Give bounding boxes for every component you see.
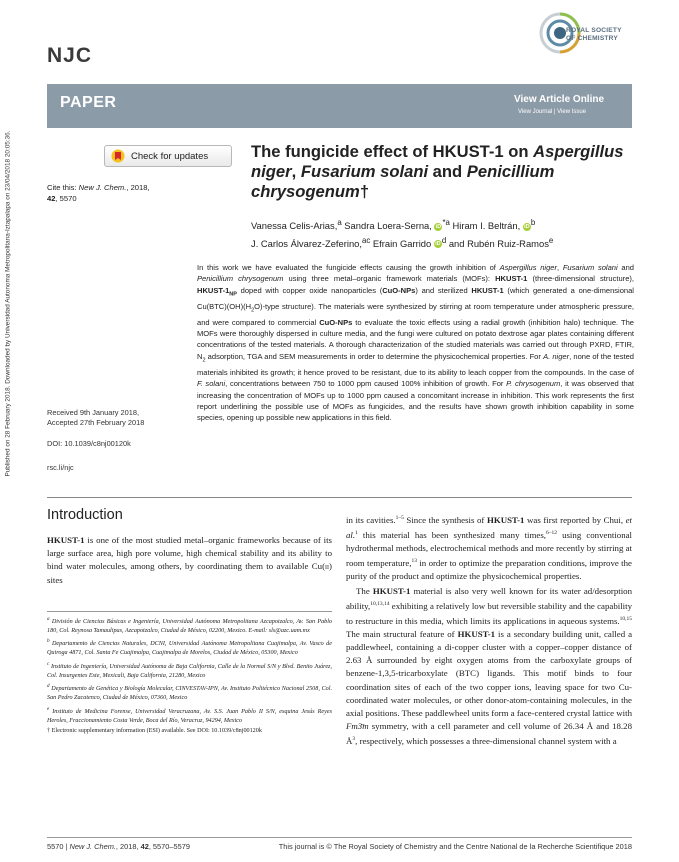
intro-paragraph: HKUST-1 is one of the most studied metal–organic frameworks because of its large surface area, high pore volume, high chemical stability and its ability to bind water molecules, among others, by coordinating them to available Cu(ii) sites <box>47 535 332 585</box>
title-text: The fungicide effect of HKUST-1 on <box>251 142 534 161</box>
author-list <box>251 216 641 251</box>
copyright-notice: This journal is © The Royal Society of Chemistry and the Centre National de la Recherche Scientifique 2018 <box>278 842 632 851</box>
abstract: In this work we have evaluated the fungicide effects causing the growth inhibition of Aspergillus niger, Fusarium solani and Penicillium chrysogenum using three metal–organic framework materials (MOFs): HKUST-1 (three-dimensional structure), HKUST-$1_{NP}$ doped with copper oxide nanoparticles (CuO-NPs) and sterilized HKUST-1 (which generated a one-dimensional $Cu(BTC)(OH)(H_2O)$-type structure). The materials were synthesized by stirring at room temperature under atmospheric pressure, and were compared to commercial CuO-NPs to evaluate the toxic effects using a radial growth (inhibition halo) technique. The MOFs were thoroughly dispersed in culture media, and the fungi were cultured on potato dextrose agar plates containing different concentrations of the tested materials. A thorough characterization of the studied materials was carried out through PXRD, FTIR, $N_2$ adsorption, TGA and SEM measurements in order to determine the physicochemical properties. For A. niger, none of the tested materials inhibited its growth; it hence proved to be resistant, due to its ability to leach copper from the compounds. In the case of F. solani, concentrations between 750 to 1000 ppm caused 100% inhibition of growth. For P. chrysogenum, it was observed that increasing the concentration of MOFs up to 1000 ppm caused a concomitant increase in inhibition. This work represents the first report underlining the possible use of MOFs as fungicides, and the results have shown growth inhibition capability in some species, opening up possible new applications in this field. <box>197 263 635 423</box>
rsc-logo-text <box>566 27 622 43</box>
affiliation-mark: a <box>337 218 342 227</box>
journal-link[interactable]: rsc.li/njc <box>47 463 74 472</box>
author-name[interactable]: Rubén Ruiz-Ramos <box>467 237 549 249</box>
author-name[interactable]: Sandra Loera-Serna, <box>344 220 432 232</box>
footnote: $^d$ Departamento de Genética y Biología Molecular, CINVESTAV-IPN, Av. Instituto Politécnico Nacional 2508, Col. San Pedro Zacatenco, Ciudad de México, 07360, Mexico <box>47 683 332 702</box>
logo-line-1: ROYAL SOCIETY <box>566 27 622 34</box>
affiliation-mark: e <box>548 235 554 245</box>
affiliation-mark: ac <box>361 235 371 245</box>
check-for-updates-label: Check for updates <box>131 150 209 162</box>
affiliation-mark: b <box>530 218 536 227</box>
orcid-icon[interactable]: iD <box>524 223 530 230</box>
check-for-updates-button[interactable] <box>104 145 232 167</box>
author-name[interactable]: J. Carlos Álvarez-Zeferino, <box>251 237 362 249</box>
orcid-icon[interactable]: iD <box>435 223 442 230</box>
author-name[interactable]: Efrain Garrido <box>372 237 432 249</box>
title-species: Penicillium chrysogenum <box>251 162 555 201</box>
esi-footnote: † Electronic supplementary information (ESI) available. See DOI: 10.1039/c8nj00120k <box>47 728 262 735</box>
affiliation-mark: *a <box>442 218 450 227</box>
title-species: Aspergillus niger <box>251 142 624 181</box>
page-number: 5570 <box>47 842 64 851</box>
footnote: $^a$ División de Ciencias Básicas e Ingeniería, Universidad Autónoma Metropolitana Azcapotzalco, Av. San Pablo 180, Col. Reynosa Tamaulipas, Azcapotzalco, Ciudad de México, 02200, Mexico. E-mail: sls@azc.uam.mx <box>47 616 332 634</box>
orcid-icon[interactable]: iD <box>435 241 441 248</box>
section-divider <box>47 497 632 498</box>
publication-stamp: Published on 28 February 2018. Downloaded by Universidad Autonoma Metropolitana-Iztapalapa on 23/04/2018 20:05:36. <box>4 130 12 477</box>
cite-year: , 2018, <box>126 183 150 192</box>
author-conjunction: and <box>448 237 465 249</box>
footnote-divider <box>47 611 332 612</box>
view-links: View Journal | View Issue <box>518 109 587 115</box>
citation-info <box>47 182 197 204</box>
title-text: , <box>291 162 301 181</box>
cite-pages: , 5570 <box>55 194 77 203</box>
accepted-date: Accepted 27th February 2018 <box>47 418 145 428</box>
bookmark-icon <box>111 149 125 163</box>
body-paragraph: in its cavities.$^{1-5}$ Since the synthesis of HKUST-1 was first reported by Chui, et al.$^1$ this material has been synthesized many times,$^{6-12}$ using conventional hydrothermal methods, electrochemical methods and more recently by stirring at room temperature,$^{13}$ in order to optimize the preparation conditions, improve the purity of the product and optimize the physicochemical properties. <box>346 514 633 582</box>
paper-banner <box>47 84 632 128</box>
cite-volume: 42 <box>47 194 56 203</box>
affiliation-mark: d <box>441 235 447 245</box>
view-issue-link[interactable]: View Issue <box>557 109 587 115</box>
view-journal-link[interactable]: View Journal <box>518 109 553 115</box>
view-article-online-link[interactable]: View Article Online <box>514 94 605 105</box>
footnotes <box>47 615 332 738</box>
received-date: Received 9th January 2018, <box>47 408 140 417</box>
author-name[interactable]: Hiram I. Beltrán, <box>452 220 521 232</box>
esi-dagger: † <box>359 182 370 201</box>
footnote: $^c$ Instituto de Ingeniería, Universidad Autónoma de Baja California, Calle de la Normal S/N y Blvd. Benito Juárez, Col. Insurgentes Este, Mexicali, Baja California, 21280, Mexico <box>47 660 332 679</box>
logo-line-2: OF CHEMISTRY <box>566 35 618 42</box>
title-species: Fusarium solani <box>300 162 429 181</box>
cite-prefix: Cite this: <box>47 183 77 192</box>
author-name[interactable]: Vanessa Celis-Arias, <box>251 220 338 232</box>
title-text: and <box>428 162 467 181</box>
article-type-label: PAPER <box>60 94 117 111</box>
footnote: $^e$ Instituto de Medicina Forense, Universidad Veracruzana, Av. S.S. Juan Pablo II S/N, esquina Jesús Reyes Heroles, Fraccionamiento Costa Verde, Boca del Río, Veracruz, 94294, Mexico <box>47 705 332 724</box>
cite-journal: New J. Chem. <box>78 183 127 192</box>
journal-name: NJC <box>47 44 93 67</box>
introduction-heading: Introduction <box>47 507 123 523</box>
footer-divider <box>47 837 632 838</box>
article-title <box>251 142 641 202</box>
footnote: $^b$ Departamento de Ciencias Naturales, DCNI, Universidad Autónoma Metropolitana Cuajimalpa, Av. Vasco de Quiroga 4871, Col. Santa Fe Cuajimalpa, Cuajimalpa de Morelos, Ciudad de México, 05300, Mexico <box>47 638 332 657</box>
body-right-column <box>346 512 632 748</box>
doi[interactable]: DOI: 10.1039/c8nj00120k <box>47 439 131 448</box>
footer-citation: 5570 | New J. Chem., 2018, 42, 5570–5579 <box>47 842 190 851</box>
received-dates <box>47 408 144 429</box>
body-paragraph: The HKUST-1 material is also very well known for its water ad/desorption ability,$^{10,13,14}$ exhibiting a relatively low but reversible stability and the capability to restructure in this media, which limits its applications in aqueous systems.$^{10,15}$ The main structural feature of HKUST-1 is a secondary building unit, called a paddlewheel, containing a di-copper cluster with a copper–copper distance of 2.63 Å surrounded by eight oxygen atoms from the carboxylate groups of benzene-1,3,5-tricarboxylate (BTC) ligands. This motif binds to four coordination sites of each of the two copper ions, leaving space for two Cu-coordinated water molecules, or other donor-atom-containing molecules, in the axial positions. These paddlewheel units form a face-centered crystal lattice with Fm3̄m symmetry, with a cell parameter and cell volume of 26.34 Å and 18.28 $Å^3$, respectively, which possesses a three-dimensional channel system with a <box>346 585 632 747</box>
